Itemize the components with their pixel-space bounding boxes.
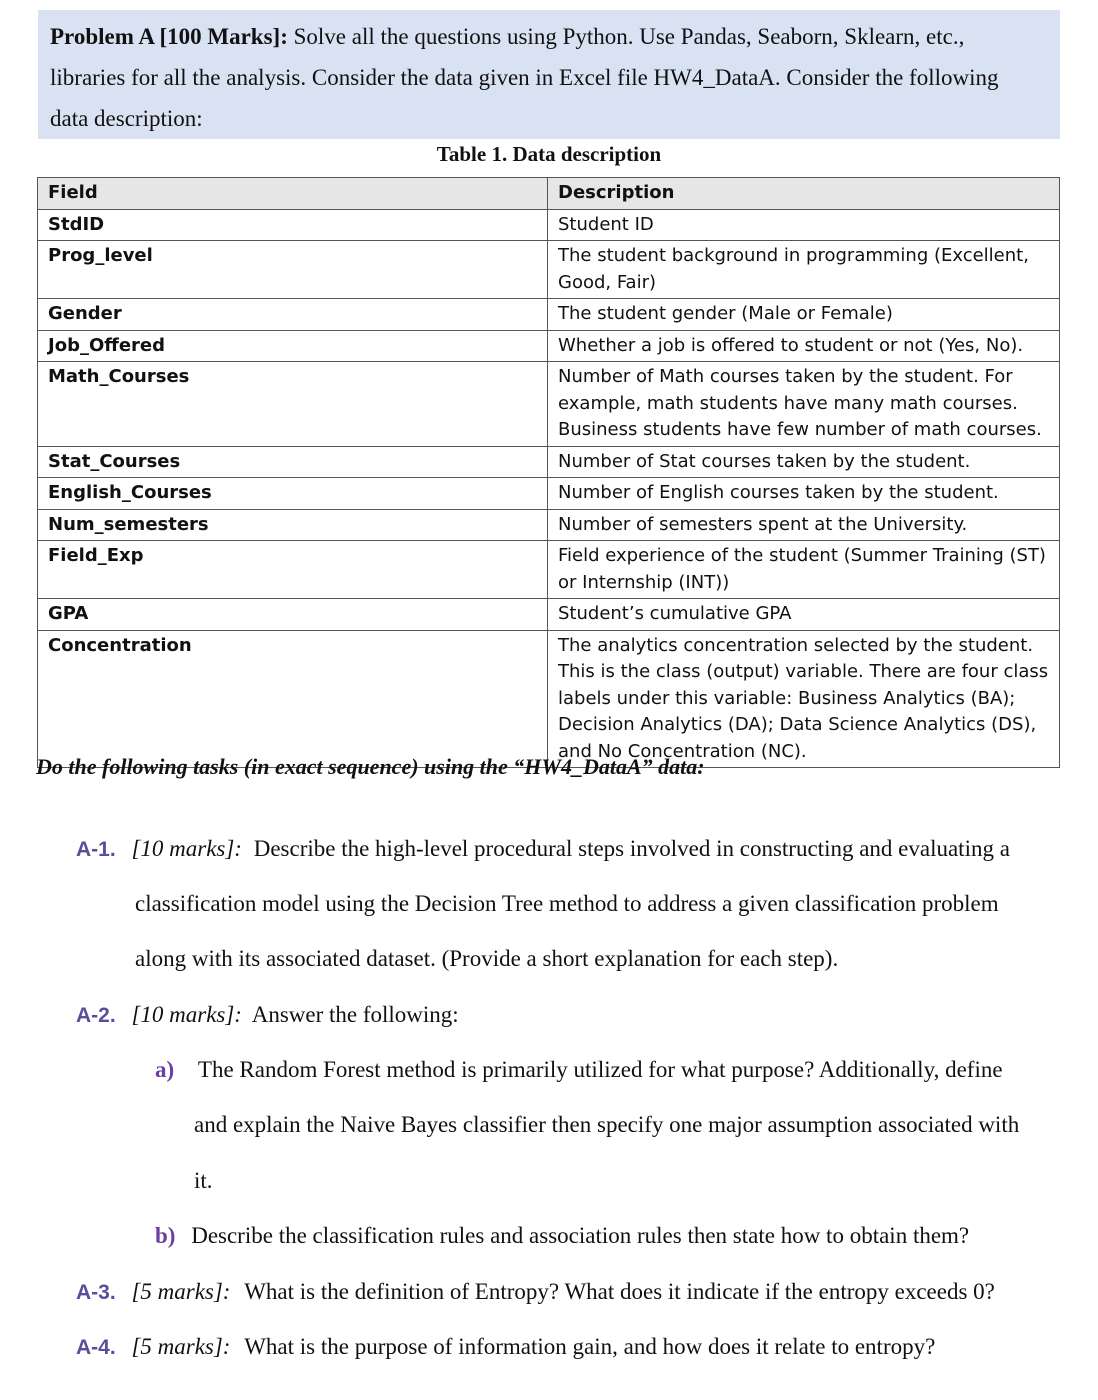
- row-description: Number of Math courses taken by the student. For example, math students have many math courses. Business students have few number of math courses.: [548, 362, 1060, 447]
- intro-text: Solve all the questions using Python. Use Pandas, Seaborn, Sklearn, etc.,: [287, 24, 965, 49]
- row-field: Job_Offered: [38, 330, 548, 362]
- intro-line-3: data description:: [50, 106, 203, 131]
- row-field: Math_Courses: [38, 362, 548, 447]
- question-a2-b: [155, 1221, 969, 1251]
- row-description: Field experience of the student (Summer Training (ST) or Internship (INT)): [548, 541, 1060, 599]
- row-description: Student ID: [548, 209, 1060, 241]
- row-description: The student background in programming (Excellent, Good, Fair): [548, 241, 1060, 299]
- row-description: Number of English courses taken by the student.: [548, 478, 1060, 510]
- data-description-table: [37, 177, 1060, 768]
- sub-question-label: b): [155, 1223, 176, 1248]
- table-row: [38, 362, 1060, 447]
- table-row: [38, 599, 1060, 631]
- question-marks: [10 marks]:: [131, 836, 242, 861]
- question-marks: [10 marks]:: [131, 1002, 242, 1027]
- question-text: Describe the high-level procedural steps involved in constructing and evaluating a: [253, 836, 1010, 861]
- table-row: [38, 330, 1060, 362]
- row-field: GPA: [38, 599, 548, 631]
- question-number: A-3.: [76, 1281, 116, 1304]
- sub-question-text: The Random Forest method is primarily utilized for what purpose? Additionally, define: [197, 1057, 1003, 1082]
- question-a2-a-line-1: [155, 1055, 1003, 1085]
- table-row: [38, 541, 1060, 599]
- question-number: A-4.: [76, 1336, 116, 1359]
- sub-question-text: Describe the classification rules and association rules then state how to obtain them?: [191, 1223, 970, 1248]
- header-description: Description: [548, 178, 1060, 210]
- problem-intro: [38, 10, 1060, 139]
- row-description: The analytics concentration selected by the student. This is the class (output) variable. There are four class labels under this variable: Business Analytics (BA); Decision Analytics (DA); Data Science Analytics (DS), and No Concentration (NC).: [548, 630, 1060, 768]
- question-number: A-2.: [76, 1004, 116, 1027]
- question-text: What is the purpose of information gain, and how does it relate to entropy?: [244, 1334, 936, 1359]
- row-field: Gender: [38, 299, 548, 331]
- question-a3: [76, 1277, 995, 1308]
- tasks-heading: Do the following tasks (in exact sequence) using the “HW4_DataA” data:: [36, 754, 705, 779]
- row-field: Num_semesters: [38, 509, 548, 541]
- header-field: Field: [38, 178, 548, 210]
- table-row: [38, 630, 1060, 768]
- table-row: [38, 241, 1060, 299]
- table-row: [38, 299, 1060, 331]
- question-a1-line-2: classification model using the Decision Tree method to address a given classification problem: [135, 891, 999, 916]
- table-row: [38, 209, 1060, 241]
- sub-question-label: a): [155, 1057, 175, 1082]
- intro-line-1: [50, 16, 1048, 57]
- question-a2-a-line-3: it.: [194, 1168, 213, 1193]
- question-marks: [5 marks]:: [131, 1334, 231, 1359]
- row-field: Concentration: [38, 630, 548, 768]
- row-description: Whether a job is offered to student or not (Yes, No).: [548, 330, 1060, 362]
- table-row: [38, 446, 1060, 478]
- row-description: Number of Stat courses taken by the student.: [548, 446, 1060, 478]
- row-description: Number of semesters spent at the University.: [548, 509, 1060, 541]
- question-a1-line-3: along with its associated dataset. (Provide a short explanation for each step).: [135, 946, 839, 971]
- row-field: Field_Exp: [38, 541, 548, 599]
- row-field: StdID: [38, 209, 548, 241]
- table-caption: Table 1. Data description: [436, 142, 662, 166]
- row-description: Student’s cumulative GPA: [548, 599, 1060, 631]
- row-field: English_Courses: [38, 478, 548, 510]
- question-number: A-1.: [76, 838, 116, 861]
- question-a2-a-line-2: and explain the Naive Bayes classifier then specify one major assumption associated with: [194, 1112, 1020, 1137]
- row-field: Stat_Courses: [38, 446, 548, 478]
- question-a2: [76, 1000, 459, 1031]
- row-description: The student gender (Male or Female): [548, 299, 1060, 331]
- intro-line-2: libraries for all the analysis. Consider the data given in Excel file HW4_DataA. Consider the following: [50, 65, 999, 90]
- table-row: [38, 478, 1060, 510]
- table-header-row: [38, 178, 1060, 210]
- row-field: Prog_level: [38, 241, 548, 299]
- question-text: Answer the following:: [251, 1002, 459, 1027]
- question-marks: [5 marks]:: [131, 1279, 231, 1304]
- question-a4: [76, 1332, 935, 1363]
- question-a1-line-1: [76, 834, 1010, 865]
- problem-heading: Problem A [100 Marks]:: [50, 24, 288, 49]
- table-row: [38, 509, 1060, 541]
- question-text: What is the definition of Entropy? What does it indicate if the entropy exceeds 0?: [244, 1279, 995, 1304]
